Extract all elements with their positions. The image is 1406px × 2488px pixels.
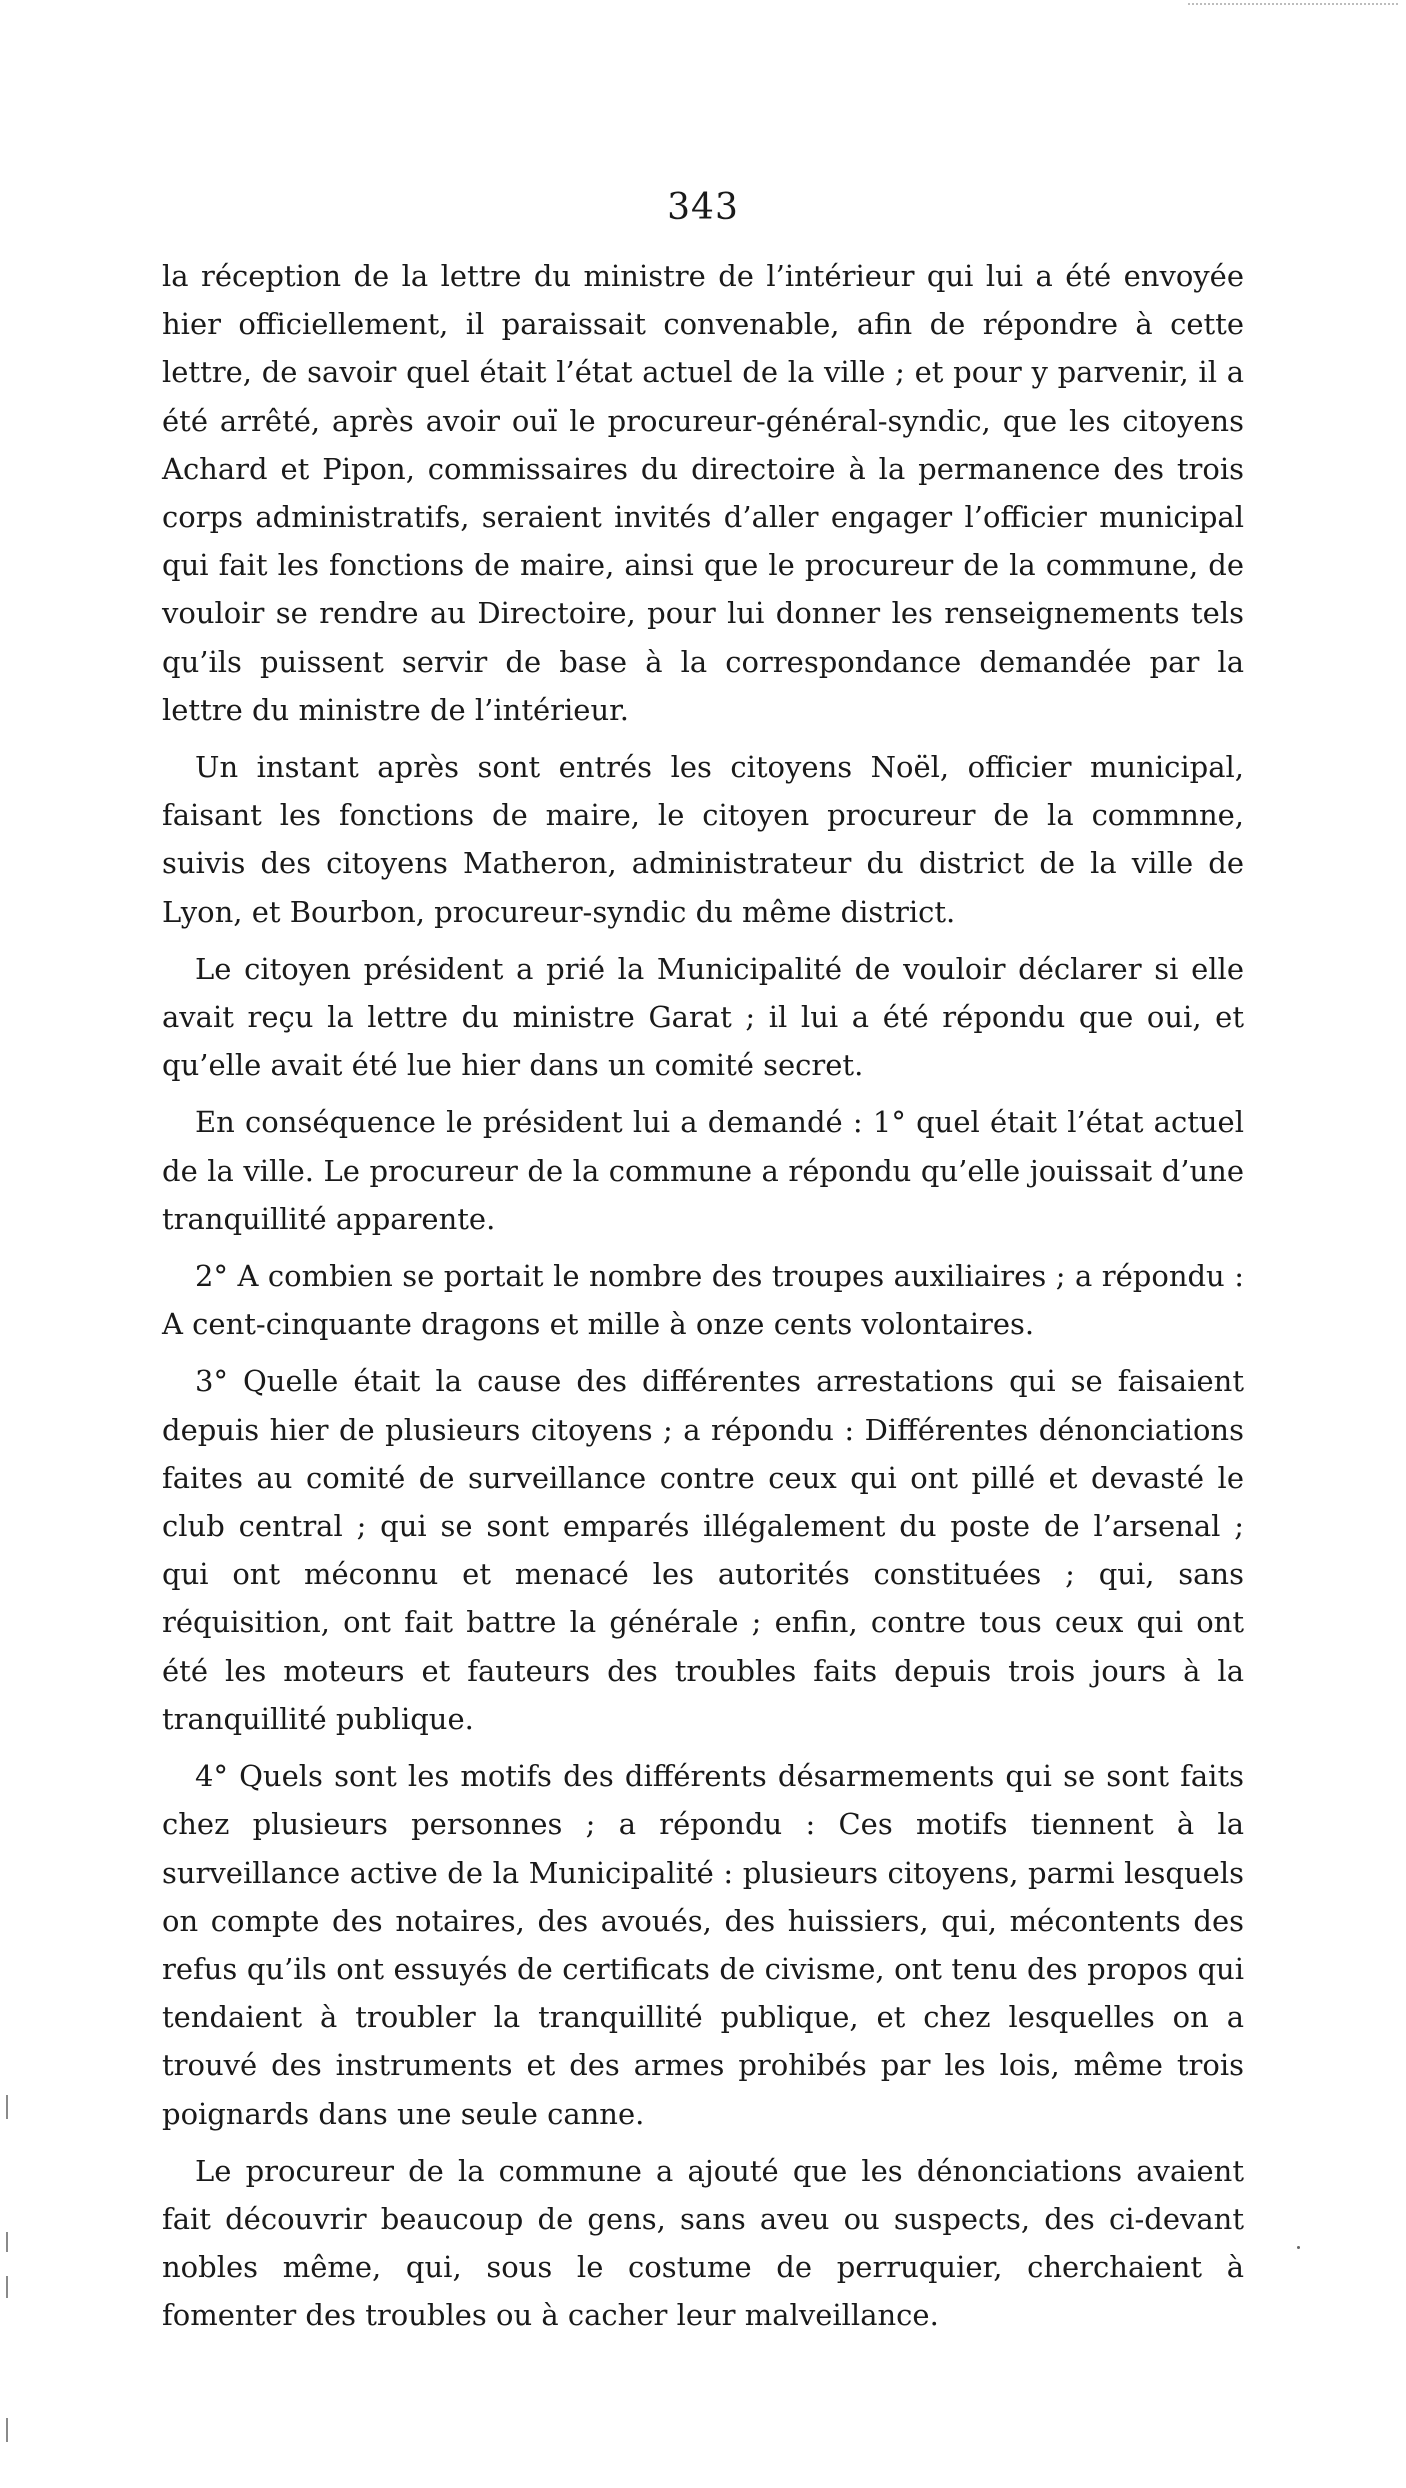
- margin-mark: [6, 2095, 8, 2119]
- ink-speck: [1297, 2246, 1300, 2249]
- paragraph-6: 3° Quelle était la cause des différentes arrestations qui se faisaient depuis hier de plusieurs citoyens ; a répondu : Différentes dénonciations faites au comité de surveillance contre ceux qui ont pillé et devasté le club central ; qui se sont emparés illégalement du poste de l’arsenal ; qui ont méconnu et menacé les autorités constituées ; qui, sans réquisition, ont fait battre la générale ; enfin, contre tous ceux qui ont été les moteurs et fauteurs des troubles faits depuis trois jours à la tranquillité publique.: [162, 1364, 1244, 1736]
- scan-edge-rule: [1188, 3, 1398, 5]
- margin-mark: [6, 2276, 8, 2298]
- paragraph-1: la réception de la lettre du ministre de l’intérieur qui lui a été envoyée hier officiellement, il paraissait convenable, afin de répondre à cette lettre, de savoir quel était l’état actuel de la ville ; et pour y parvenir, il a été arrêté, après avoir ouï le procureur-général-syndic, que les citoyens Achard et Pipon, commissaires du directoire à la permanence des trois corps administratifs, seraient invités d’aller engager l’officier municipal qui fait les fonctions de maire, ainsi que le procureur de la commune, de vouloir se rendre au Directoire, pour lui donner les renseignements tels qu’ils puissent servir de base à la correspondance demandée par la lettre du ministre de l’intérieur.: [162, 259, 1244, 727]
- paragraph-3: Le citoyen président a prié la Municipalité de vouloir déclarer si elle avait reçu la lettre du ministre Garat ; il lui a été répondu que oui, et qu’elle avait été lue hier dans un comité secret.: [162, 951, 1244, 1083]
- paragraph-4: En conséquence le président lui a demandé : 1° quel était l’état actuel de la ville. Le procureur de la commune a répondu qu’elle jouissait d’une tranquillité apparente.: [162, 1105, 1244, 1236]
- page-number: 343: [667, 187, 739, 228]
- body-text: [162, 252, 1244, 2349]
- paragraph-2: Un instant après sont entrés les citoyens Noël, officier municipal, faisant les fonctions de maire, le citoyen procureur de la commnne, suivis des citoyens Matheron, administrateur du district de la ville de Lyon, et Bourbon, procureur-syndic du même district.: [162, 750, 1244, 929]
- paragraph-7: 4° Quels sont les motifs des différents désarmements qui se sont faits chez plusieurs personnes ; a répondu : Ces motifs tiennent à la surveillance active de la Municipalité : plusieurs citoyens, parmi lesquels on compte des notaires, des avoués, des huissiers, qui, mécontents des refus qu’ils ont essuyés de certificats de civisme, ont tenu des propos qui tendaient à troubler la tranquillité publique, et chez lesquelles on a trouvé des instruments et des armes prohibés par les lois, même trois poignards dans une seule canne.: [162, 1759, 1244, 2131]
- paragraph-8: Le procureur de la commune a ajouté que les dénonciations avaient fait découvrir beaucoup de gens, sans aveu ou suspects, des ci-devant nobles même, qui, sous le costume de perruquier, cherchaient à fomenter des troubles ou à cacher leur malveillance.: [162, 2153, 1244, 2333]
- paragraph-5: 2° A combien se portait le nombre des troupes auxiliaires ; a répondu : A cent-cinquante dragons et mille à onze cents volontaires.: [162, 1259, 1244, 1342]
- margin-mark: [6, 2418, 8, 2442]
- margin-mark: [6, 2232, 8, 2252]
